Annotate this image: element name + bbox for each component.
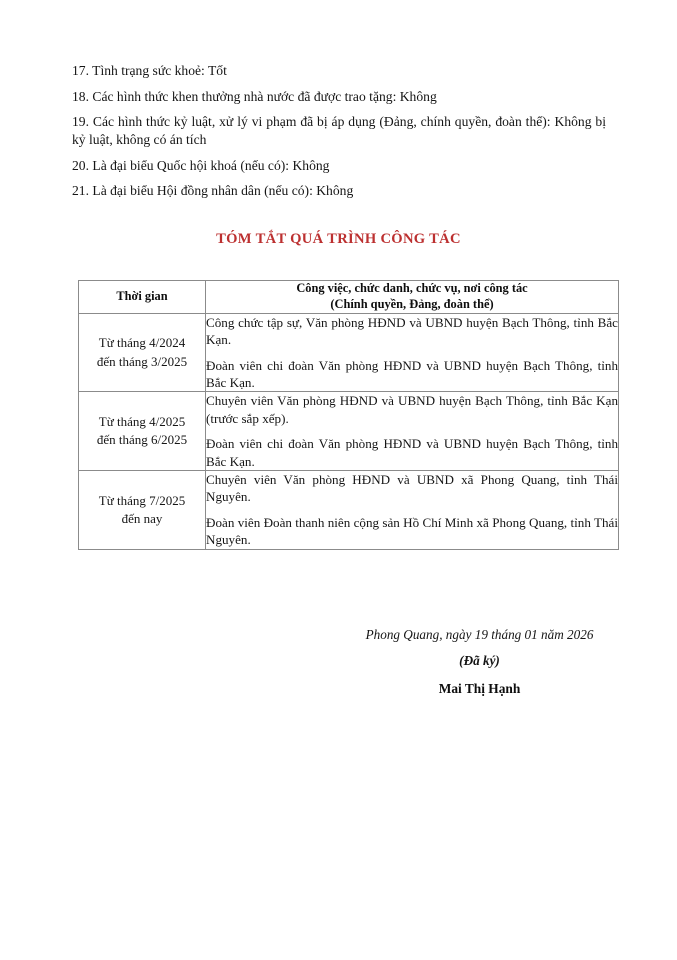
time-period-line-2: đến nay (121, 510, 163, 526)
signature-place-date: Phong Quang, ngày 19 tháng 01 năm 2026 (365, 627, 594, 642)
column-header-work (206, 281, 619, 314)
work-paragraph-primary: Chuyên viên Văn phòng HĐND và UBND huyện Bạch Thông, tỉnh Bắc Kạn (trước sắp xếp). (206, 393, 618, 426)
column-header-work-main: Công việc, chức danh, chức vụ, nơi công tác (296, 281, 528, 295)
work-paragraph-secondary: Đoàn viên chi đoàn Văn phòng HĐND và UBND huyện Bạch Thông, tỉnh Bắc Kạn. (206, 436, 618, 469)
table-row (79, 313, 619, 392)
time-period-line-2: đến tháng 3/2025 (96, 353, 188, 369)
table-header-row (79, 281, 619, 314)
time-period-line-1: Từ tháng 4/2025 (98, 414, 186, 429)
declaration-item-19: 19. Các hình thức kỷ luật, xử lý vi phạm đã bị áp dụng (Đảng, chính quyền, đoàn thể): Không bị kỷ luật, không có án tích (72, 114, 606, 148)
time-period-line-2: đến tháng 6/2025 (96, 432, 188, 448)
table-row (79, 392, 619, 471)
cell-work-description (206, 471, 619, 550)
section-title: TÓM TẮT QUÁ TRÌNH CÔNG TÁC (216, 231, 461, 247)
cell-work-description (206, 392, 619, 471)
table-body (79, 313, 619, 549)
table-header (79, 281, 619, 314)
career-summary-table (78, 280, 619, 550)
cell-work-description (206, 313, 619, 392)
declaration-item-21: 21. Là đại biểu Hội đồng nhân dân (nếu có): Không (72, 183, 354, 199)
signature-name: Mai Thị Hạnh (438, 681, 521, 697)
work-paragraph-primary: Công chức tập sự, Văn phòng HĐND và UBND huyện Bạch Thông, tỉnh Bắc Kạn. (206, 314, 618, 348)
declaration-items-list (72, 62, 606, 200)
signature-block (337, 626, 622, 698)
declaration-item-17: 17. Tình trạng sức khoẻ: Tốt (72, 63, 227, 78)
time-period-line-1: Từ tháng 7/2025 (98, 492, 186, 508)
declaration-item-20: 20. Là đại biểu Quốc hội khoá (nếu có): Không (72, 157, 330, 173)
declaration-item-18: 18. Các hình thức khen thưởng nhà nước đã được trao tặng: Không (72, 88, 437, 104)
work-paragraph-secondary: Đoàn viên chi đoàn Văn phòng HĐND và UBND huyện Bạch Thông, tỉnh Bắc Kạn. (206, 357, 618, 390)
time-period-line-1: Từ tháng 4/2024 (98, 335, 186, 351)
signature-signed-note: (Đã ký) (459, 653, 500, 669)
cell-time-period (79, 392, 206, 471)
work-paragraph-primary: Chuyên viên Văn phòng HĐND và UBND xã Phong Quang, tỉnh Thái Nguyên. (206, 472, 618, 505)
work-paragraph-secondary: Đoàn viên Đoàn thanh niên cộng sản Hồ Chí Minh xã Phong Quang, tỉnh Thái Nguyên. (206, 514, 618, 548)
column-header-work-sub: (Chính quyền, Đảng, đoàn thể) (330, 296, 494, 311)
cell-time-period (79, 313, 206, 392)
table-row (79, 471, 619, 550)
cell-time-period (79, 471, 206, 550)
column-header-time: Thời gian (79, 281, 206, 314)
